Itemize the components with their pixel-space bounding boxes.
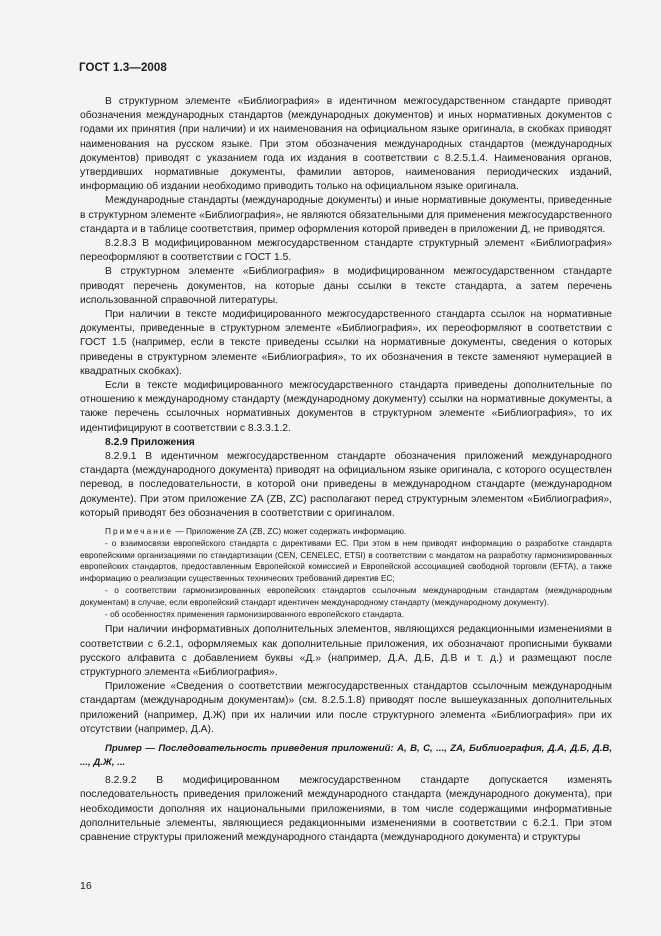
paragraph: 8.2.9.1 В идентичном межгосударственном стандарте обозначения приложений международного стандарта (международного документа) приводят на официальном языке оригинала, с которого осуществлен перевод, в последовательности, в которой они приведены в международном стандарте (международном документе). При этом приложение ZA (ZB, ZC) располагают перед структурным элементом «Библиография», который приводят без обозначения в соответствии с оригиналом. bbox=[80, 451, 612, 519]
note-label: Примечание bbox=[105, 526, 174, 537]
page-number: 16 bbox=[80, 880, 92, 892]
paragraph: Если в тексте модифицированного межгосударственного стандарта приведены дополнительные по отношению к международному стандарту (международному документу) ссылки на нормативные документы, а также перечень ссылочных нормативных документов в структурном элементе «Библиография», то их идентифицируют в соответствии с 8.3.3.1.2. bbox=[80, 380, 612, 434]
paragraph: Международные стандарты (международные документы) и иные нормативные документы, приведенные в структурном элементе «Библиография», не являются обязательными для применения межгосударственного стандарта и в таблице соответствия, пример оформления которой приведен в приложении Д, не приводятся. bbox=[80, 195, 612, 235]
note-item: - о соответствии гармонизированных европейских стандартов ссылочным международным стандартам (международным документам) в случае, если европейский стандарт идентичен международному стандарту (международному документу). bbox=[80, 585, 612, 607]
paragraph: В структурном элементе «Библиография» в модифицированном межгосударственном стандарте приводят перечень документов, на которые даны ссылки в тексте стандарта, а затем перечень использованной справочной литературы. bbox=[80, 266, 612, 306]
section-heading: 8.2.9 Приложения bbox=[105, 436, 195, 448]
note-item: - об особенностях применения гармонизированного европейского стандарта. bbox=[105, 608, 404, 619]
paragraph: В структурном элементе «Библиография» в идентичном межгосударственном стандарте приводят обозначения международных стандартов (международных документов) и иных нормативных документов с годами их принятия (при наличии) и их наименования на официальном языке оригинала, в скобках приводят наименования на русском языке. При этом обозначения международных стандартов (международных документов) приводят с указанием года их издания в соответствии с 8.2.5.1.4. Наименования органов, утвердивших нормативные документы, фамилии авторов, наименования периодических изданий, информацию об издании необходимо приводить только на официальном языке оригинала. bbox=[80, 96, 612, 193]
paragraph: 8.2.9.2 В модифицированном межгосударственном стандарте допускается изменять последовательность приведения приложений международного стандарта (международного документа), при необходимости дополняя их национальными приложениями, в том числе содержащими информативные дополнительные элементы, являющиеся редакционными изменениями в соответствии с 6.2.1. При этом сравнение структуры приложений международного стандарта (международного документа) и структуры bbox=[80, 775, 612, 843]
paragraph: Приложение «Сведения о соответствии межгосударственных стандартов ссылочным международным стандартам (международным документам)» (см. 8.2.5.1.8) приводят после вышеуказанных дополнительных приложений (например, Д.Ж) при их наличии или после структурного элемента «Библиография» при их отсутствии (например, Д.А). bbox=[80, 681, 612, 735]
paragraph: При наличии информативных дополнительных элементов, являющихся редакционными изменениями в соответствии с 6.2.1, оформляемых как дополнительные приложения, их обозначают прописными буквами русского алфавита с добавлением буквы «Д.» (например, Д.А, Д.Б, Д.В и т. д.) и размещают после структурного элемента «Библиография». bbox=[80, 624, 612, 679]
example-line: Пример — Последовательность приведения приложений: А, В, С, ..., ZA, Библиография, Д.А, Д.Б, Д.В, ..., Д.Ж, ... bbox=[80, 743, 612, 768]
document-body bbox=[80, 95, 612, 845]
note-block bbox=[80, 526, 612, 620]
paragraph: 8.2.8.3 В модифицированном межгосударственном стандарте структурный элемент «Библиография» переоформляют в соответствии с ГОСТ 1.5. bbox=[80, 238, 612, 264]
page-header-title: ГОСТ 1.3—2008 bbox=[79, 62, 167, 74]
paragraph: При наличии в тексте модифицированного межгосударственного стандарта ссылок на нормативные документы, приведенные в структурном элементе «Библиография», их переоформляют в соответствии с ГОСТ 1.5 (например, если в тексте приведены ссылки на нормативные документы, сведения о которых приведены в структурном элементе «Библиография», то их обозначения в тексте заменяют нумерацией в квадратных скобках). bbox=[80, 309, 612, 377]
note-intro bbox=[80, 526, 612, 538]
note-intro-text: — Приложение ZA (ZB, ZC) может содержать информацию. bbox=[173, 526, 407, 537]
note-item: - о взаимосвязи европейского стандарта с директивами ЕС. При этом в нем приводят информацию о разработке стандарта европейскими организациями по стандартизации (CEN, CENELEC, ETSI) в соответствии с мандатом на разработку гармонизированных европейских стандартов, предоставленным Европейской комиссией и Европейской ассоциацией свободной торговли (EFTA), а также информацию о реализации существенных технических требований директив ЕС; bbox=[80, 537, 612, 584]
